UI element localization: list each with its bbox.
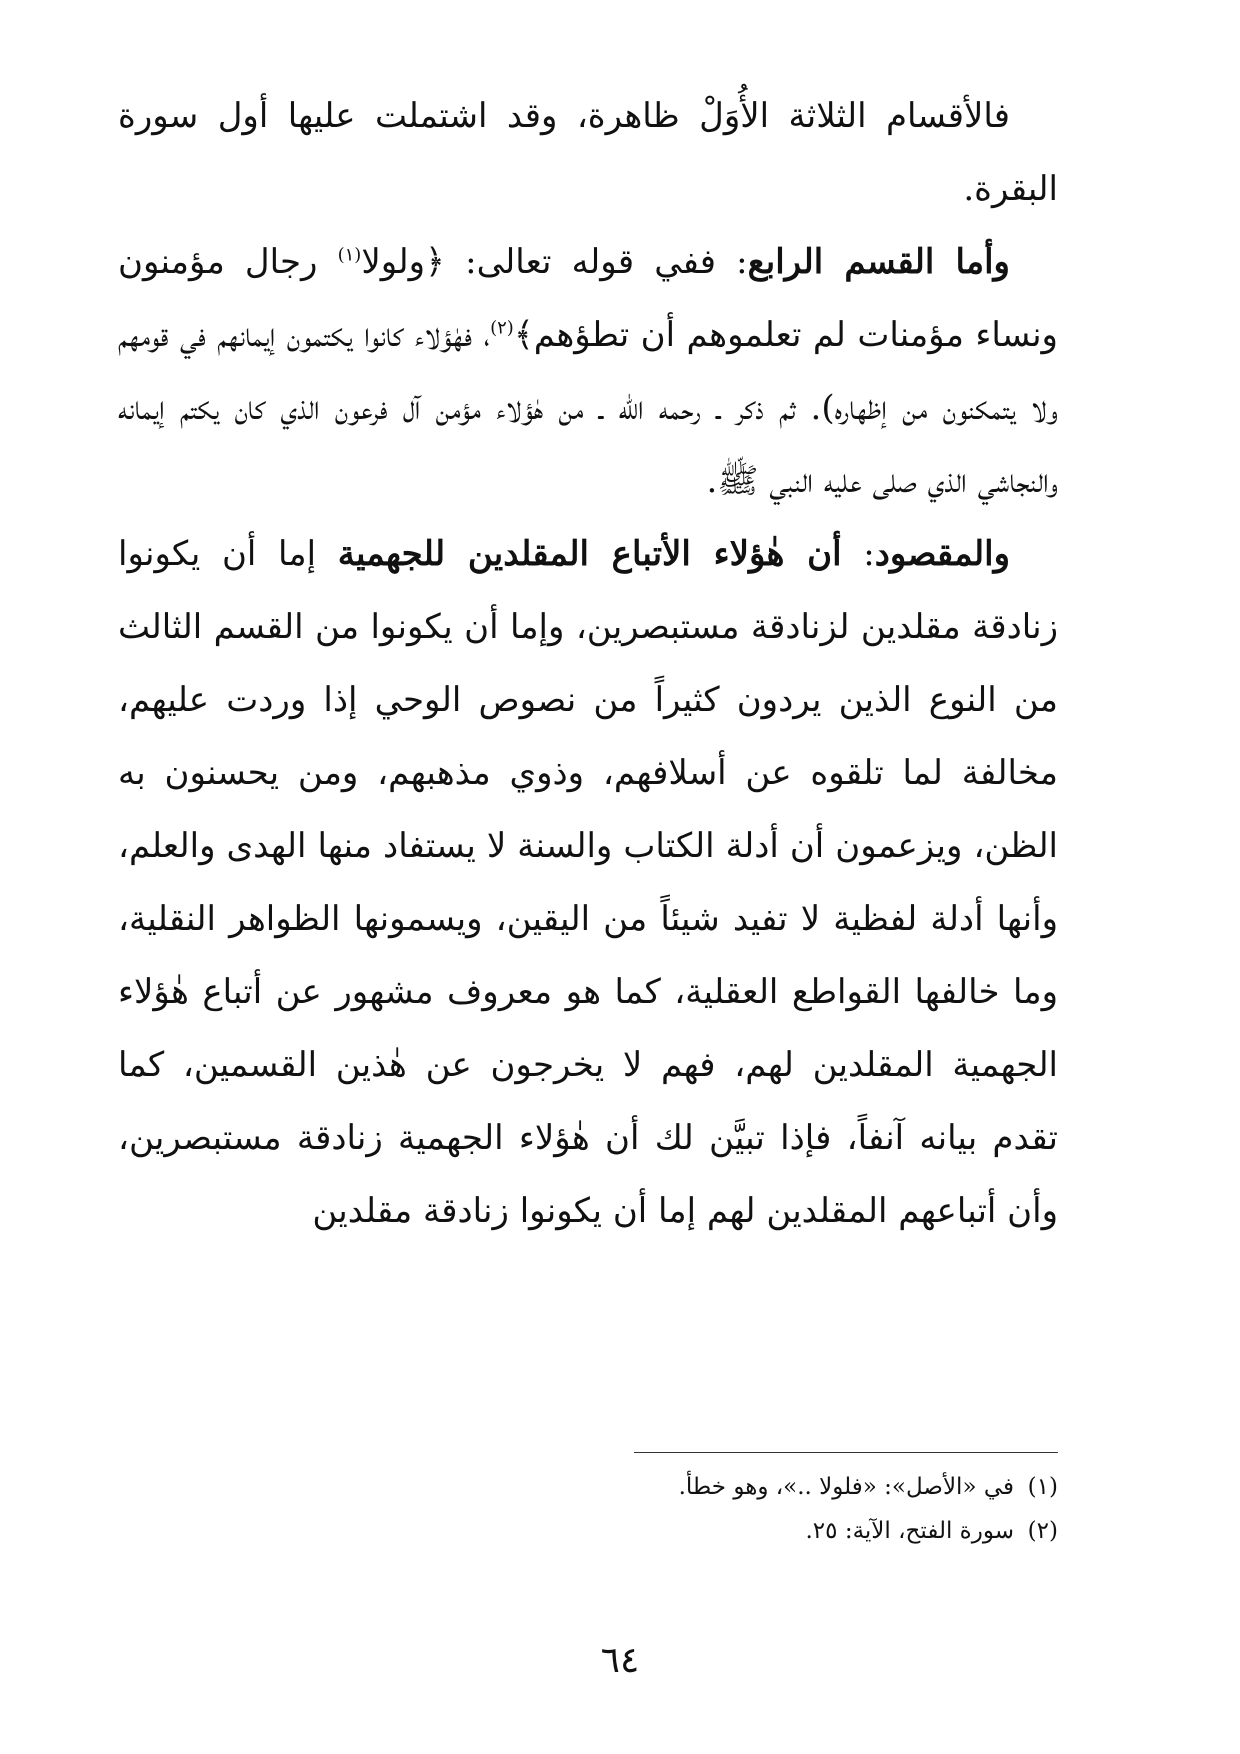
footnote-2-text: سورة الفتح، الآية: ٢٥. [805, 1518, 1014, 1544]
paragraph-3 [118, 518, 1058, 1248]
paragraph-3-lead: والمقصود [874, 534, 1011, 574]
footnote-1-number: (١) [1027, 1474, 1058, 1500]
paragraph-2-text-a: : ففي قوله تعالى: ﴿ولولا [361, 242, 748, 282]
footnote-ref-1: (١) [337, 244, 362, 266]
paragraph-2-text-b: رجال مؤمنون ونساء مؤمنات لم تعلموهم أن تطؤهم﴾ [118, 242, 1058, 355]
footnote-divider [634, 1452, 1058, 1453]
page-number: ٦٤ [600, 1640, 640, 1681]
paragraph-1: فالأقسام الثلاثة الأُوَلْ ظاهرة، وقد اشتملت عليها أول سورة البقرة. [118, 96, 1058, 209]
paragraph-2 [118, 226, 1058, 518]
footnote-ref-2: (٢) [490, 317, 514, 339]
paragraph-3-text: إما أن يكونوا زنادقة مقلدين لزنادقة مستبصرين، وإما أن يكونوا من القسم الثالث من النوع الذين يردون كثيراً من نصوص الوحي إذا وردت عليهم، مخالفة لما تلقوه عن أسلافهم، وذوي مذهبهم، ومن يحسنون به الظن، ويزعمون أن أدلة الكتاب والسنة لا يستفاد منها الهدى والعلم، وأنها أدلة لفظية لا تفيد شيئاً من اليقين، ويسمونها الظواهر النقلية، وما خالفها القواطع العقلية، كما هو معروف مشهور عن أتباع هٰؤلاء الجهمية المقلدين لهم، فهم لا يخرجون عن هٰذين القسمين، كما تقدم بيانه آنفاً، فإذا تبيَّن لك أن هٰؤلاء الجهمية زنادقة مستبصرين، وأن أتباعهم المقلدين لهم إما أن يكونوا زنادقة مقلدين [118, 534, 1058, 1231]
paragraph-3-colon: : [841, 534, 875, 574]
paragraph-2-text-c: ، فهٰؤلاء كانوا يكتمون إيمانهم في قومهم ولا يتمكنون من إظهاره). ثم ذكر ـ رحمه الله ـ من هٰؤلاء مؤمن آل فرعون الذي كان يكتم إيمانه والنجاشي الذي صلى عليه النبي ﷺ. [118, 315, 1059, 501]
footnote-2 [638, 1509, 1058, 1553]
footnote-2-number: (٢) [1027, 1518, 1058, 1544]
page-body [118, 80, 1058, 1248]
paragraph-3-bold-phrase: أن هٰؤلاء الأتباع المقلدين للجهمية [337, 534, 842, 574]
footnote-1-text: في «الأصل»: «فلولا ..»، وهو خطأ. [678, 1474, 1014, 1500]
paragraph-2-lead: وأما القسم الرابع [747, 242, 1010, 282]
footnotes [638, 1465, 1058, 1553]
footnote-1 [638, 1465, 1058, 1509]
